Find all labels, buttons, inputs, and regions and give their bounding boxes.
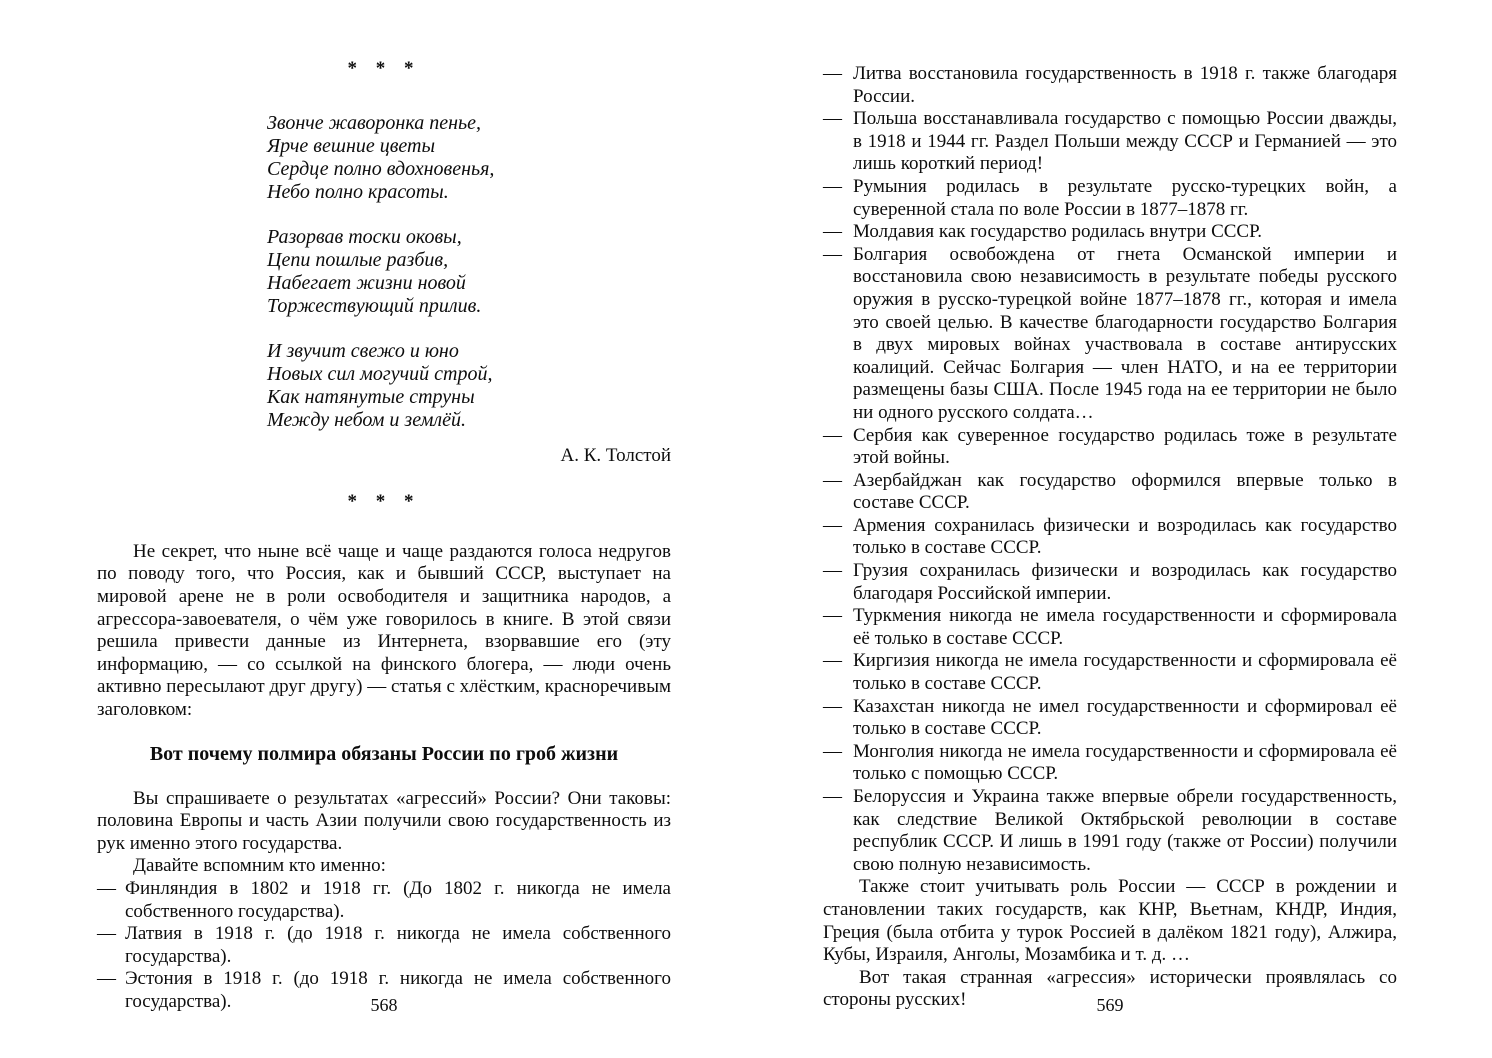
dash-marker: — [823,424,842,446]
list-item-text: Молдавия как государство родилась внутри СССР. [853,221,1263,243]
list-item [823,786,1397,876]
dash-marker: — [823,605,842,627]
dash-marker: — [823,175,842,197]
list-item [823,425,1397,470]
list-item [823,63,1397,108]
dash-marker: — [823,243,842,265]
poem-stanza-3 [267,340,671,432]
poem-stanza-1 [267,112,671,204]
dash-marker: — [823,469,842,491]
poem-line: Набегает жизни новой [267,271,466,294]
dash-marker: — [823,514,842,536]
closing-paragraph-2: Вот такая странная «агрессия» исторически проявлялась со стороны русских! [823,966,1397,1011]
list-item-text: Казахстан никогда не имел государственности и сформировал её только в составе СССР. [853,695,1397,740]
country-list-right [823,63,1397,876]
list-item-text: Эстония в 1918 г. (до 1918 г. никогда не имела собственного государства). [125,968,671,1012]
list-item-text: Сербия как суверенное государство родилась тоже в результате этой войны. [853,424,1397,469]
list-item [823,696,1397,741]
poem-attribution: А. К. Толстой [560,444,671,466]
intro-paragraph: Не секрет, что ныне всё чаще и чаще раздаются голоса недругов по поводу того, что Россия, как и бывший СССР, выступает на мировой арене не в роли освободителя и защитника народов, а агрессора-завоевателя, о чём уже говорилось в книге. В этой связи решила привести данные из Интернета, взорвавшие его (эту информацию, — со ссылкой на финского блогера, — люди очень активно пересылают друг другу) — статья с хлёстким, красноречивым заголовком: [97,540,671,720]
list-item [97,878,671,923]
results-paragraph: Вы спрашиваете о результатах «агрессий» России? Они таковы: половина Европы и часть Азии получили свою государственность из рук именно этого государства. [97,787,671,854]
list-item [823,470,1397,515]
poem-line: И звучит свежо и юно [267,339,459,362]
list-item [823,515,1397,560]
list-item-text: Литва восстановила государственность в 1918 г. также благодаря России. [853,63,1397,107]
dash-marker: — [823,740,842,762]
dash-marker: — [97,923,116,945]
list-item-text: Латвия в 1918 г. (до 1918 г. никогда не имела собственного государства). [125,923,671,967]
list-item-text: Монголия никогда не имела государственности и сформировала её только с помощью СССР. [853,740,1397,785]
poem-line: Торжествующий прилив. [267,294,482,317]
list-item [97,923,671,968]
list-item [823,108,1397,176]
dash-marker: — [823,63,842,84]
list-item [823,176,1397,221]
poem-line: Небо полно красоты. [267,180,449,203]
dash-marker: — [823,221,842,243]
poem-line: Между небом и землёй. [267,408,466,431]
list-item-text: Польша восстанавливала государство с помощью России дважды, в 1918 и 1944 гг. Раздел Польши между СССР и Германией — это лишь короткий период! [853,108,1397,175]
list-item-text: Белоруссия и Украина также впервые обрели государственность, как следствие Великой Октябрьской революции в составе республик СССР. И лишь в 1991 году (также от России) получили свою полную независимость. [853,786,1397,875]
closing-paragraph-1: Также стоит учитывать роль России — СССР в рождении и становлении таких государств, как КНР, Вьетнам, КНДР, Индия, Греция (была отбита у турок Россией в далёком 1821 году), Алжира, Кубы, Израиля, Анголы, Мозамбика и т. д. … [823,876,1397,966]
list-item [823,605,1397,650]
poem-line: Сердце полно вдохновенья, [267,157,495,180]
dash-marker: — [97,968,116,990]
poem-stanza-2 [267,226,671,318]
list-item-text: Армения сохранилась физически и возродилась как государство только в составе СССР. [853,514,1397,559]
list-item [823,244,1397,425]
list-item [823,650,1397,695]
page-number-right: 569 [1096,995,1124,1015]
list-item [823,221,1397,244]
page-number-left: 568 [370,995,398,1015]
poem-line: Как натянутые струны [267,385,475,408]
list-item-text: Румыния родилась в результате русско-турецких войн, а суверенной стала по воле России в 1877–1878 гг. [853,175,1397,220]
page-right [823,0,1397,1058]
section-separator-mid: * * * [347,491,421,513]
dash-marker: — [823,560,842,582]
list-item-text: Грузия сохранилась физически и возродилась как государство благодаря Российской империи. [853,560,1397,604]
list-item-text: Азербайджан как государство оформился впервые только в составе СССР. [853,469,1397,514]
poem-line: Ярче вешние цветы [267,134,436,157]
poem-line: Разорвав тоски оковы, [267,225,462,248]
dash-marker: — [823,650,842,672]
dash-marker: — [97,877,116,899]
dash-marker: — [823,786,842,807]
poem [267,112,671,432]
list-item-text: Киргизия никогда не имела государственности и сформировала её только в составе СССР. [853,650,1397,695]
article-heading: Вот почему полмира обязаны России по гроб жизни [149,742,619,765]
list-item-text: Туркмения никогда не имела государственности и сформировала её только в составе СССР. [853,605,1397,649]
list-intro-paragraph: Давайте вспомним кто именно: [133,855,386,877]
dash-marker: — [823,695,842,717]
poem-line: Новых сил могучий строй, [267,362,493,385]
poem-line: Звонче жаворонка пенье, [267,111,481,134]
poem-line: Цепи пошлые разбив, [267,248,449,271]
section-separator-top: * * * [347,58,421,79]
list-item-text: Финляндия в 1802 и 1918 гг. (До 1802 г. никогда не имела собственного государства). [125,877,671,922]
page-left [97,0,671,1058]
dash-marker: — [823,108,842,130]
list-item [823,741,1397,786]
list-item-text: Болгария освобождена от гнета Османской империи и восстановила свою независимость в результате победы русского оружия в русско-турецкой войне 1877–1878 гг., которая и имела это своей целью. В качестве благодарности государство Болгария в двух мировых войнах участвовала в составе антирусских коалиций. Сейчас Болгария — член НАТО, и на ее территории размещены базы США. После 1945 года на ее территории не было ни одного русского солдата… [853,243,1397,423]
list-item [823,560,1397,605]
